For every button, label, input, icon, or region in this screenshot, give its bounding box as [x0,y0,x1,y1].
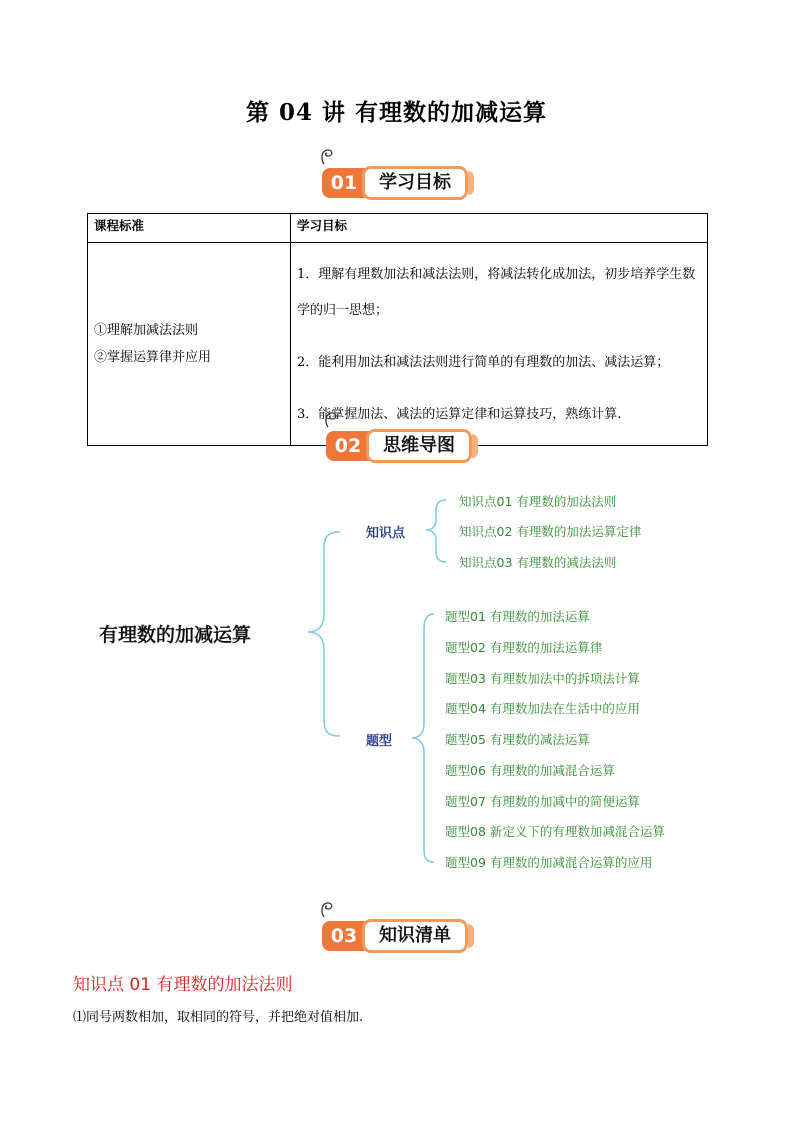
header-standard: 课程标准 [88,214,291,243]
section-badge-mindmap [326,421,476,465]
table-header-row [88,214,708,243]
mindmap-branch-knowledge: 知识点 [366,526,406,541]
mindmap-type-item: 题型09 有理数的加减混合运算的应用 [445,855,653,870]
mindmap-knowledge-item: 知识点03 有理数的减法法则 [459,555,617,570]
goal-item: 3．能掌握加法、减法的运算定律和运算技巧，熟练计算. [297,407,622,422]
section-label: 学习目标 [362,166,468,200]
goal-item: 2．能利用加法和减法法则进行简单的有理数的加法、减法运算； [297,355,670,370]
goal-cell [291,243,708,446]
goals-table [87,213,708,446]
mindmap-type-item: 题型06 有理数的加减混合运算 [445,763,615,778]
section-number: 02 [326,431,370,461]
mindmap-knowledge-item: 知识点01 有理数的加法法则 [459,494,617,509]
mindmap-type-item: 题型05 有理数的减法运算 [445,732,590,747]
section-number: 03 [322,921,366,951]
section-label: 思维导图 [366,429,472,463]
curl-icon [318,146,338,166]
curl-icon [318,899,338,919]
goal-item: 1．理解有理数加法和减法法则，将减法转化成加法，初步培养学生数学的归一思想； [297,267,696,318]
table-row [88,243,708,446]
curl-icon [322,409,342,429]
mindmap-type-item: 题型07 有理数的加减中的简便运算 [445,794,640,809]
standard-item: ②掌握运算律并应用 [94,350,212,365]
mindmap-root: 有理数的加减运算 [99,624,252,646]
section-badge-knowledge [322,911,472,955]
header-goal: 学习目标 [291,214,708,243]
section-badge-goals [322,158,472,202]
mindmap-type-item: 题型08 新定义下的有理数加减混合运算 [445,824,665,839]
knowledge-point-heading: 知识点 01 有理数的加法法则 [73,975,293,995]
section-number: 01 [322,168,366,198]
mindmap-branch-types: 题型 [366,734,393,749]
standard-item: ①理解加减法法则 [94,323,199,338]
mindmap-knowledge-item: 知识点02 有理数的加法运算定律 [459,524,642,539]
standard-cell [88,243,291,446]
knowledge-rule-text: ⑴同号两数相加，取相同的符号，并把绝对值相加. [73,1010,364,1025]
section-label: 知识清单 [362,919,468,953]
mindmap-type-item: 题型02 有理数的加法运算律 [445,640,603,655]
mindmap-type-item: 题型03 有理数加法中的拆项法计算 [445,671,640,686]
page-title: 第 04 讲 有理数的加减运算 [245,99,548,126]
mindmap-type-item: 题型01 有理数的加法运算 [445,609,590,624]
mindmap-type-item: 题型04 有理数加法在生活中的应用 [445,701,640,716]
